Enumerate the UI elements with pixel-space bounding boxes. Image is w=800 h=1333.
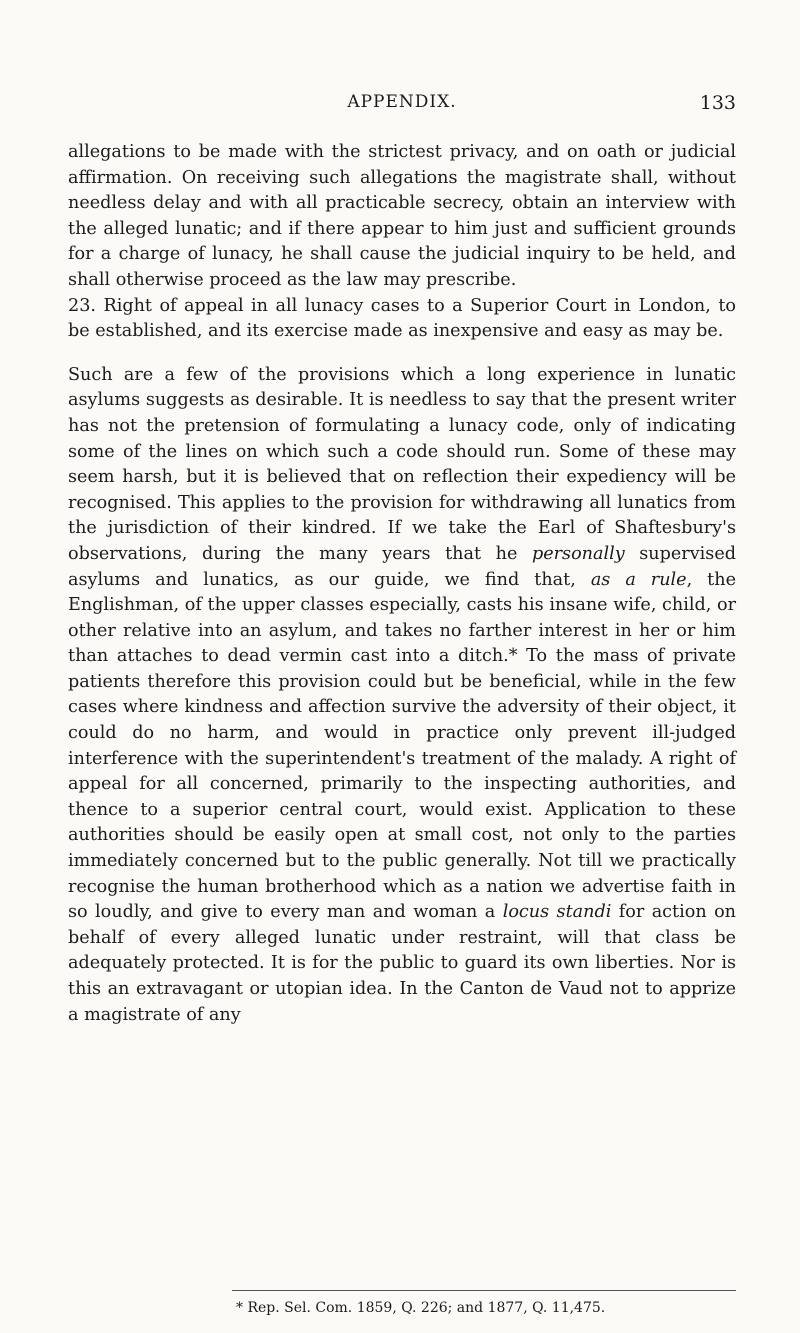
text-segment: for action on behalf of every alleged lunatic under restraint, will that class be adequately protected. It is for the public to guard its own liberties. Nor is this an extravagant or utopian idea. In the Canton de Vaud not to apprize a magistrate of any [68, 902, 736, 1025]
page-number: 133 [699, 92, 736, 114]
text-segment: Such are a few of the provisions which a long experience in lunatic asylums suggests as desirable. It is needless to say that the present writer has not the pretension of formulating a lunacy code, only of indicating some of the lines on which such a code should run. Some of these may seem harsh, but it is believed that on reflection their expediency will be recognised. This applies to the provision for withdrawing all lunatics from the jurisdiction of their kindred. If we take the Earl of Shaftesbury's observations, during the many years that he [68, 364, 736, 564]
footnote-rule [232, 1290, 736, 1291]
running-title: APPENDIX. [347, 92, 457, 112]
paragraph-main [68, 363, 736, 1028]
text-segment: supervised asylums and lunatics, as our guide, we find that, [68, 543, 736, 590]
emphasis-personally: personally [531, 543, 625, 564]
footnote: * Rep. Sel. Com. 1859, Q. 226; and 1877, Q. 11,475. [236, 1300, 606, 1316]
emphasis-locus-standi: locus standi [502, 902, 612, 923]
body-text [68, 140, 736, 1028]
paragraph-allegations: allegations to be made with the strictest privacy, and on oath or judicial affirmation. On receiving such allegations the magistrate shall, without needless delay and with all practicable secrecy, obtain an interview with the alleged lunatic; and if there appear to him just and sufficient grounds for a charge of lunacy, he shall cause the judicial inquiry to be held, and shall otherwise proceed as the law may prescribe. [68, 142, 736, 290]
page-header [68, 92, 736, 120]
text-segment: , the Englishman, of the upper classes especially, casts his insane wife, child, or other relative into an asylum, and takes no farther interest in her or him than attaches to dead vermin cast into a ditch.* To the mass of private patients therefore this provision could but be beneficial, while in the few cases where kindness and affection survive the adversity of their object, it could do no harm, and would in practice only prevent ill-judged interference with the superintendent's treatment of the malady. A right of appeal for all concerned, primarily to the inspecting authorities, and thence to a superior central court, would exist. Application to these authorities should be easily open at small cost, not only to the parties immediately concerned but to the public generally. Not till we practically recognise the human brotherhood which as a nation we advertise faith in so loudly, and give to every man and woman a [68, 569, 736, 923]
paragraph-item-23: 23. Right of appeal in all lunacy cases to a Superior Court in London, to be established, and its exercise made as inexpensive and easy as may be. [68, 295, 736, 342]
emphasis-as-a-rule: as a rule [590, 569, 687, 590]
